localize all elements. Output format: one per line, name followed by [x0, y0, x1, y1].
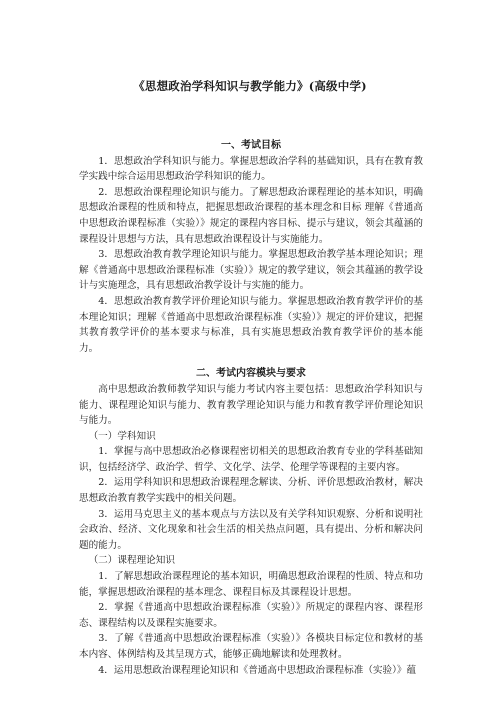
- paragraph: 1．掌握与高中思想政治必修课程密切相关的思想政治教育专业的学科基础知识，包括经济学、政治学、哲学、文化学、法学、伦理学等课程的主要内容。: [79, 446, 423, 473]
- paragraph: 3．思想政治教育教学理论知识与能力。掌握思想政治教学基本理论知识；理解《普通高中思想政治课程标准（实验）》规定的教学建议，领会其蕴涵的教学设计与实施理念，具有思想政治教学设计与实施的能力。: [79, 249, 423, 292]
- paragraph: 1．思想政治学科知识与能力。掌握思想政治学科的基础知识，具有在教育教学实践中综合运用思想政治学科知识的能力。: [79, 155, 423, 183]
- section-heading-exam-content: 二、考试内容模块与要求: [196, 368, 306, 380]
- paragraph: 3．了解《普通高中思想政治课程标准（实验）》各模块目标定位和教材的基本内容、体例结构及其呈现方式，能够正确地解读和处理教材。: [79, 633, 423, 660]
- subsection-label-curriculum-theory: （二）课程理论知识: [88, 555, 175, 567]
- paragraph: 3．运用马克思主义的基本观点与方法以及有关学科知识观察、分析和说明社会政治、经济、文化现象和社会生活的相关热点问题，具有提出、分析和解决问题的能力。: [79, 508, 423, 551]
- paragraph: 1．了解思想政治课程理论的基本知识，明确思想政治课程的性质、特点和功能，掌握思想政治课程的基本理念、课程目标及其课程设计思想。: [79, 571, 423, 598]
- document-title: 《思想政治学科知识与教学能力》(高级中学): [133, 79, 367, 93]
- paragraph: 2．运用学科知识和思想政治课程理念解读、分析、评价思想政治教材，解决思想政治教育教学实践中的相关问题。: [79, 477, 423, 505]
- paragraph: 2．思想政治课程理论知识与能力。了解思想政治课程理论的基本知识，明确思想政治课程的性质和特点，把握思想政治课程的基本理念和目标 理解《普通高中思想政治课程标准（实验）》规定的课程内容目标、提示与建议，领会其蕴涵的课程设计思想与方法，具有思想政治课程设计与实施能力。: [79, 186, 423, 245]
- section-heading-exam-objectives: 一、考试目标: [221, 140, 281, 151]
- subsection-label-subject-knowledge: （一）学科知识: [88, 430, 156, 442]
- paragraph: 4．思想政治教育教学评价理论知识与能力。掌握思想政治教育教学评价的基本理论知识；理解《普通高中思想政治课程标准（实验）》规定的评价建议，把握其教育教学评价的基本要求与标准，具有实施思想政治教育教学评价的基本能力。: [79, 295, 423, 354]
- document-body: [79, 138, 423, 678]
- paragraph-intro: 高中思想政治教师教学知识与能力考试内容主要包括：思想政治学科知识与能力、课程理论知识与能力、教育教学理论知识与能力和教育教学评价理论知识与能力。: [79, 383, 423, 427]
- paragraph: 2．掌握《普通高中思想政治课程标准（实验）》所规定的课程内容、课程形态、课程结构以及课程实施要求。: [79, 602, 423, 629]
- paragraph: 4．运用思想政治课程理论知识和《普通高中思想政治课程标准（实验）》蕴: [98, 664, 417, 676]
